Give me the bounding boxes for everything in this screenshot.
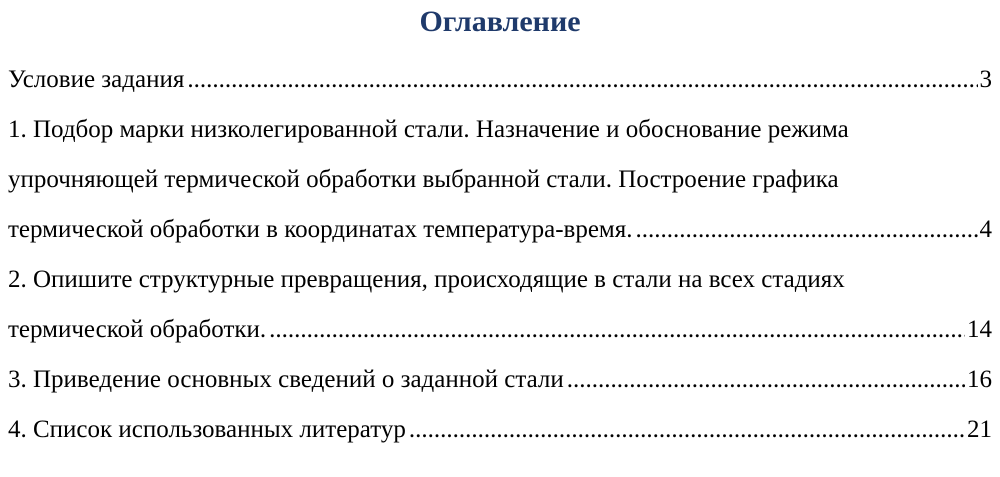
toc-entry-title-line: 1. Подбор марки низколегированной стали. Назначение и обоснование режима — [8, 116, 849, 143]
toc-entry-section-3[interactable] — [8, 355, 992, 405]
table-of-contents — [8, 55, 992, 455]
toc-entry-section-1[interactable] — [8, 105, 992, 255]
toc-entry-title-line: 2. Опишите структурные превращения, происходящие в стали на всех стадиях — [8, 266, 845, 293]
dot-leader — [269, 305, 965, 355]
dot-leader — [409, 405, 965, 455]
toc-entry-title: термической обработки. — [8, 316, 267, 343]
toc-entry-title-line: упрочняющей термической обработки выбранной стали. Построение графика — [8, 166, 839, 193]
toc-page-number: 4 — [979, 216, 992, 243]
toc-entry-line — [8, 355, 992, 405]
toc-entry-title: 4. Список использованных литератур — [8, 416, 406, 443]
toc-entry-title: 3. Приведение основных сведений о заданной стали — [8, 366, 564, 393]
toc-entry-task-conditions[interactable] — [8, 55, 992, 105]
toc-heading: Оглавление — [419, 5, 581, 38]
toc-page-number: 21 — [967, 416, 992, 443]
toc-entry-title: термической обработки в координатах температура-время. — [8, 216, 633, 243]
dot-leader — [567, 355, 965, 405]
toc-entry-line — [8, 405, 992, 455]
toc-entry-section-2[interactable] — [8, 255, 992, 355]
dot-leader — [187, 55, 977, 105]
toc-entry-line — [8, 205, 992, 255]
toc-page-number: 14 — [967, 316, 992, 343]
toc-entry-title: Условие задания — [8, 66, 185, 93]
dot-leader — [636, 205, 978, 255]
toc-page-number: 16 — [967, 366, 992, 393]
toc-entry-line — [8, 55, 992, 105]
toc-entry-section-4[interactable] — [8, 405, 992, 455]
toc-page-number: 3 — [979, 66, 992, 93]
toc-entry-line — [8, 305, 992, 355]
